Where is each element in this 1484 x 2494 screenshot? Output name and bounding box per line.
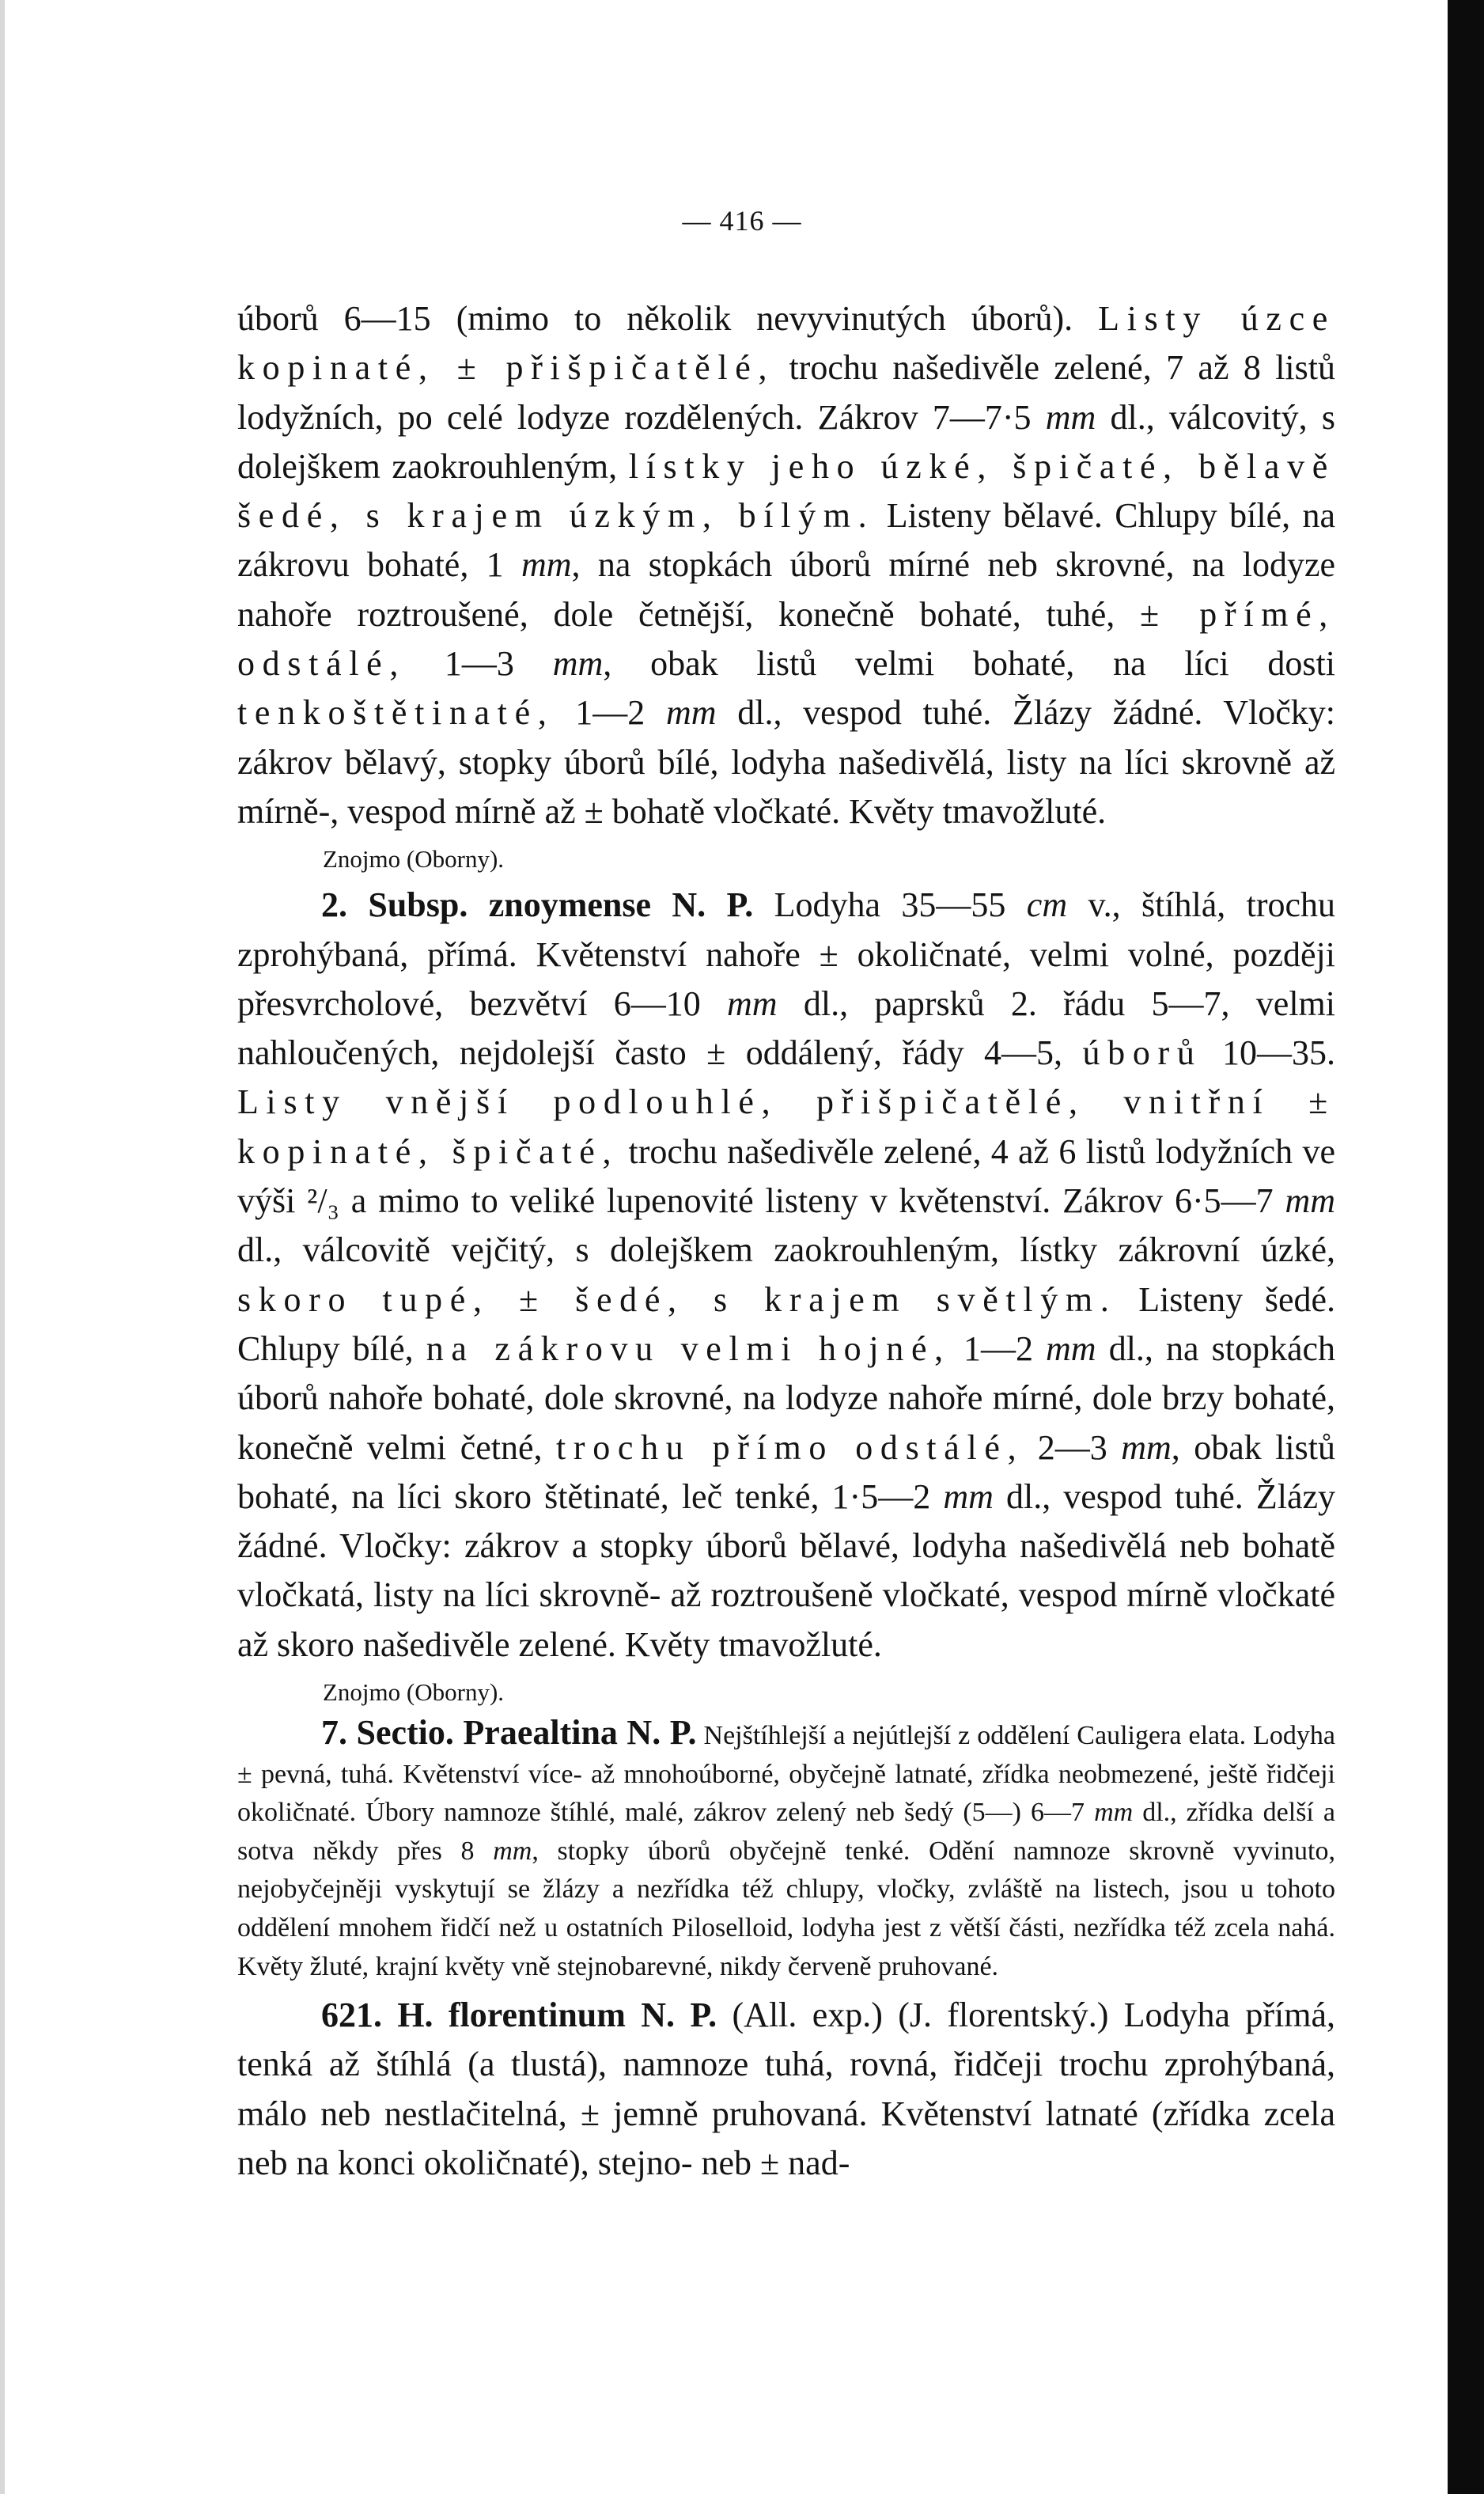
spaced-emphasis: Listy vnější podlouhlé, přišpičatělé, vnitřní ± kopinaté, špičaté,: [237, 1082, 1335, 1171]
page-edge-left: [0, 0, 5, 2494]
text-segment: dl., paprsků 2. řádu 5—7, velmi nahloučených, nejdolejší často ± oddálený, řády 4—5,: [237, 984, 1335, 1073]
spaced-emphasis: lístky jeho úzké, špičaté, bělavě šedé, s krajem úzkým, bílým.: [237, 446, 1336, 536]
text-segment: , obak listů bohaté, na líci skoro štětinaté, leč tenké, 1·5—2: [237, 1427, 1335, 1516]
paragraph-sectio-praealtina: [237, 1714, 1335, 1986]
paragraph-subspecies-znoymense: [237, 881, 1335, 1670]
text-segment: Nejštíhlejší a nejútlejší z oddělení Cauligera elata. Lodyha ± pevná, tuhá. Květenství více- až mnohoúborné, obyčejně latnaté, zřídka neobmezené, ještě řidčeji okoličnaté. Úbory namnoze štíhlé, malé, zákrov zelený neb šedý (5—) 6—7: [237, 1721, 1335, 1828]
text-segment: dl., válcovitý, s dolejškem zaokrouhleným,: [237, 397, 1335, 486]
text-segment: 10—35.: [1222, 1033, 1335, 1073]
spaced-emphasis: Listy úzce kopinaté, ± přišpičatělé,: [237, 299, 1336, 388]
text-segment: 1—2: [963, 1328, 1033, 1368]
unit-cm: cm: [1026, 885, 1068, 925]
unit-mm: mm: [665, 693, 717, 733]
text-segment: v., štíhlá, trochu zprohýbaná, přímá. Květenství nahoře ± okoličnaté, velmi volné, později přesvrcholové, bezvětví 6—10: [237, 885, 1336, 1023]
text-segment: 1—2: [575, 693, 645, 733]
unit-mm: mm: [493, 1836, 532, 1866]
text-segment: dl., na stopkách úborů nahoře bohaté, dole skrovné, na lodyze nahoře mírné, dole brzy bohaté, konečně velmi četné,: [237, 1328, 1336, 1467]
text-segment: dl., vespod tuhé. Žlázy žádné. Vločky: zákrov a stopky úborů bělavé, lodyha našedivělá neb bohatě vločkatá, listy na líci skrovně- až roztroušeně vločkaté, vespod mírně vločkaté až skoro našedivěle zelené. Květy tmavožluté.: [237, 1476, 1336, 1664]
spaced-emphasis: ± přímé, odstálé,: [237, 594, 1335, 684]
page-number: — 416 —: [682, 205, 802, 237]
text-segment: trochu našedivěle zelené, 7 až 8 listů lodyžních, po celé lodyze rozdělených. Zákrov 7—7·5: [237, 348, 1336, 437]
spaced-emphasis: úborů: [1082, 1033, 1202, 1073]
text-segment: Listeny bělavé. Chlupy bílé, na zákrovu bohaté, 1: [237, 496, 1336, 585]
unit-mm: mm: [1094, 1798, 1134, 1828]
subspecies-heading: 2. Subsp. znoymense N. P.: [321, 885, 754, 925]
unit-mm: mm: [1045, 397, 1096, 437]
text-segment: , obak listů velmi bohaté, na líci dosti: [603, 644, 1336, 684]
text-segment: , na stopkách úborů mírné neb skrovné, na lodyze nahoře roztroušené, dole četnější, konečně bohaté, tuhé,: [237, 545, 1336, 634]
unit-mm: mm: [521, 545, 572, 585]
unit-mm: mm: [727, 984, 778, 1023]
text-segment: 2—3: [1037, 1427, 1107, 1467]
text-segment: trochu našedivěle zelené, 4 až 6 listů lodyžních ve výši ²/₃ a mimo to veliké lupenovité listeny v květenství. Zákrov 6·5—7: [237, 1131, 1335, 1221]
text-segment: dl., válcovitě vejčitý, s dolejškem zaokrouhleným, lístky zákrovní úzké,: [237, 1230, 1335, 1270]
text-segment: (All. exp.) (J. florentský.) Lodyha přímá, tenká až štíhlá (a tlustá), namnoze tuhá, rovná, řidčeji trochu zprohýbaná, málo neb nestlačitelná, ± jemně pruhovaná. Květenství latnaté (zřídka zcela neb na konci okoličnaté), stejno- neb ± nad-: [237, 1996, 1336, 2183]
locality-note: Znojmo (Oborny).: [323, 845, 505, 874]
sectio-heading: 7. Sectio. Praealtina N. P.: [321, 1713, 697, 1753]
spaced-emphasis: na zákrovu velmi hojné,: [426, 1328, 951, 1368]
spaced-emphasis: skoro tupé, ± šedé, s krajem světlým.: [237, 1279, 1117, 1319]
species-heading: 621. H. florentinum N. P.: [321, 1996, 717, 2035]
text-segment: Lodyha 35—55: [774, 885, 1006, 925]
unit-mm: mm: [1046, 1328, 1096, 1368]
unit-mm: mm: [552, 644, 604, 684]
page-edge-right: [1448, 0, 1484, 2494]
unit-mm: mm: [943, 1476, 994, 1516]
page-text: [237, 294, 1335, 2188]
unit-mm: mm: [1285, 1181, 1336, 1221]
spaced-emphasis: trochu přímo odstálé,: [555, 1427, 1024, 1467]
paragraph-subspecies-1-continuation: [237, 294, 1335, 836]
text-segment: dl., zřídka delší a sotva někdy přes 8: [237, 1798, 1335, 1866]
text-segment: Listeny šedé. Chlupy bílé,: [237, 1279, 1335, 1368]
unit-mm: mm: [1121, 1427, 1172, 1467]
text-segment: dl., vespod tuhé. Žlázy žádné. Vločky: zákrov bělavý, stopky úborů bílé, lodyha našedivělá, listy na líci skrovně až mírně-, vespod mírně až ± bohatě vločkaté. Květy tmavožluté.: [237, 693, 1336, 831]
spaced-emphasis: tenkoštětinaté,: [237, 693, 555, 733]
paragraph-species-621: [237, 1991, 1335, 2188]
locality-note: Znojmo (Oborny).: [323, 1678, 505, 1707]
text-segment: 1—3: [444, 644, 514, 684]
text-segment: úborů 6—15 (mimo to několik nevyvinutých úborů).: [237, 299, 1073, 338]
text-segment: , stopky úborů obyčejně tenké. Odění namnoze skrovně vyvinuto, nejobyčejněji vyskytují se žlázy a nezřídka též chlupy, vločky, zvláště na listech, jsou u tohoto oddělení mnohem řidčí než u ostatních Piloselloid, lodyha jest z větší části, nezřídka též zcela nahá. Květy žluté, krajní květy vně stejnobarevné, nikdy červeně pruhované.: [237, 1836, 1335, 1981]
